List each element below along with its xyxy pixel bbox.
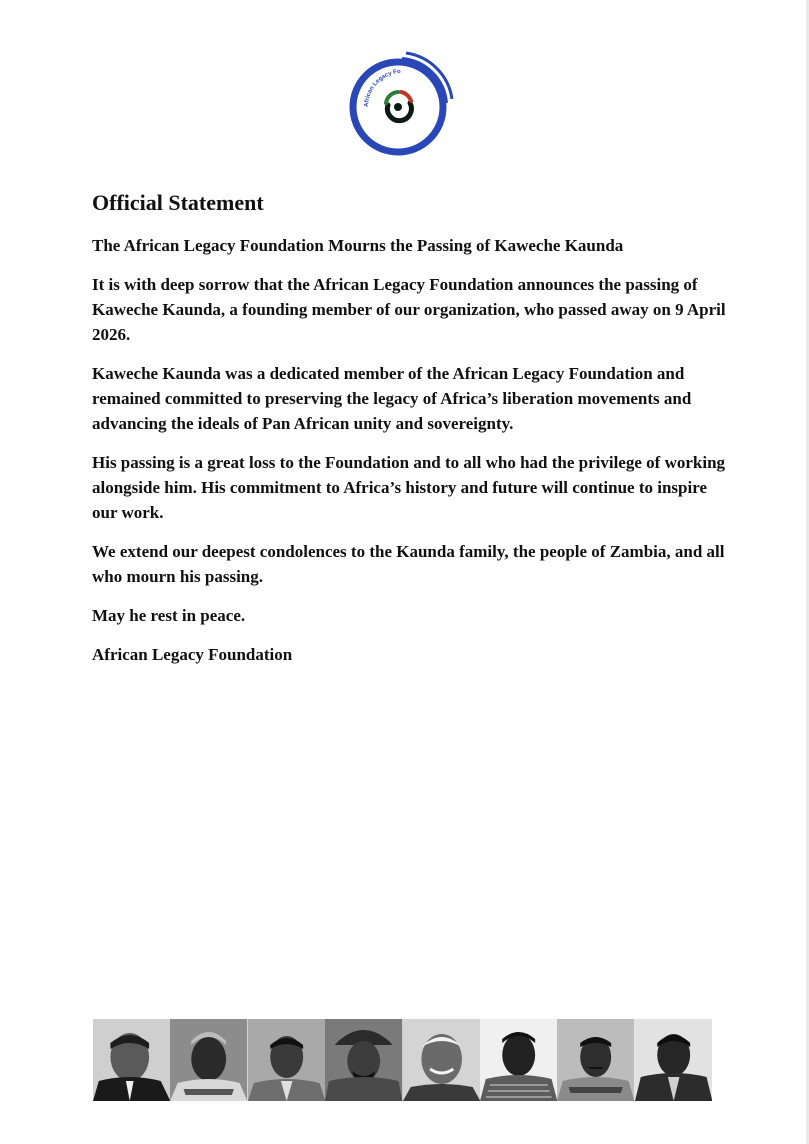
statement-paragraph-announcement: It is with deep sorrow that the African Legacy Foundation announces the passing of Kaweche Kaunda, a founding member of our organization, who passed away on 9 April 2026. [92,275,726,344]
logo-arc-text: African Legacy Fo [363,68,402,108]
portrait-8 [635,1019,712,1101]
statement-title: Official Statement [92,190,264,215]
statement-headline: The African Legacy Foundation Mourns the Passing of Kaweche Kaunda [92,236,624,255]
foundation-logo [340,45,460,165]
portrait-5 [403,1019,480,1101]
statement-paragraph-dedication: Kaweche Kaunda was a dedicated member of the African Legacy Foundation and remained committed to preserving the legacy of Africa’s liberation movements and advancing the ideals of Pan African unity and sovereignty. [92,364,692,433]
portrait-7 [557,1019,634,1101]
portrait-3 [248,1019,325,1101]
portrait-2 [170,1019,247,1101]
portrait-strip [93,1019,712,1101]
statement-rest-in-peace: May he rest in peace. [92,606,246,625]
statement-body [92,190,732,681]
svg-text:African Legacy Foundation [340,45,401,107]
statement-paragraph-loss: His passing is a great loss to the Foundation and to all who had the privilege of working alongside him. His commitment to Africa’s history and future will continue to inspire our work. [92,453,726,522]
statement-signature: African Legacy Foundation [92,645,293,664]
foundation-logo-emblem [340,45,460,165]
portrait-6 [480,1019,557,1101]
statement-paragraph-condolences: We extend our deepest condolences to the Kaunda family, the people of Zambia, and all who mourn his passing. [92,542,725,586]
portrait-4 [325,1019,402,1101]
portrait-1 [93,1019,170,1101]
